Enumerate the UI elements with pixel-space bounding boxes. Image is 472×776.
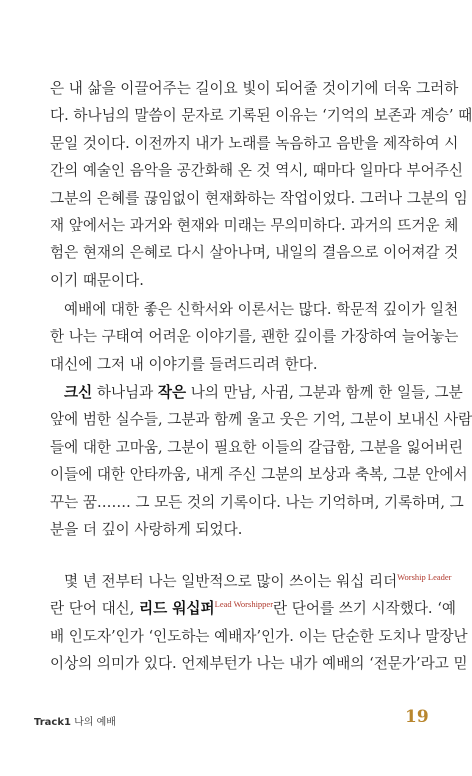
text-span: 나의 만남, 사귐, 그분과 함께 한 일들, 그분 [186,384,463,401]
bold-word: 작은 [157,384,187,401]
paragraph-2 [50,296,459,378]
text-line: 꾸는 꿈……. 그 모든 것의 기록이다. 나는 기억하며, 기록하며, 그 [50,493,464,511]
text-line: 문일 것이다. 이전까지 내가 노래를 녹음하고 음반을 제작하여 시 [50,134,459,152]
text-span: 몇 년 전부터 나는 일반적으로 많이 쓰이는 워십 리더 [64,573,398,590]
bold-word: 크신 [64,384,93,401]
english-gloss: Worship Leader [397,572,452,582]
text-line: 분을 더 깊이 사랑하게 되었다. [50,520,243,538]
text-line [50,568,452,595]
text-span: 란 단어를 쓰기 시작했다. ‘예 [273,600,456,618]
paragraph-4 [50,568,468,678]
text-span: 란 단어 대신, [50,600,140,618]
running-footer [34,713,116,728]
text-line: 배 인도자’인가 ‘인도하는 예배자’인가. 이는 단순한 도치나 말장난 [50,627,468,645]
text-line [50,595,456,622]
text-line: 이들에 대한 안타까움, 내게 주신 그분의 보상과 축복, 그분 안에서 [50,466,468,484]
text-line: 들에 대한 고마움, 그분이 필요한 이들의 갈급함, 그분을 잃어버린 [50,438,463,456]
text-line: 그분의 은혜를 끊임없이 현재화하는 작업이었다. 그러나 그분의 임 [50,189,468,207]
text-line: 은 내 삶을 이끌어주는 길이요 빛이 되어줄 것이기에 더욱 그러하 [50,80,459,97]
text-line [50,379,463,406]
text-line: 앞에 범한 실수들, 그분과 함께 울고 웃은 기억, 그분이 보내신 사람 [50,411,472,429]
section-title: 나의 예배 [74,717,116,728]
text-line: 이기 때문이다. [50,271,144,289]
paragraph-3 [50,379,472,543]
page-number: 19 [405,707,429,727]
text-line: 예배에 대한 좋은 신학서와 이론서는 많다. 학문적 깊이가 일천 [64,301,459,318]
track-label: Track1 [34,717,71,728]
text-line: 험은 현재의 은혜로 다시 살아나며, 내일의 결음으로 이어져갈 것 [50,244,459,262]
text-line: 이상의 의미가 있다. 언제부턴가 나는 내가 예배의 ‘전문가’라고 믿 [50,655,468,673]
text-line: 간의 예술인 음악을 공간화해 온 것 역시, 때마다 일마다 부어주신 [50,162,463,180]
text-line: 대신에 그저 내 이야기를 들려드리려 한다. [50,355,318,373]
text-line: 다. 하나님의 말씀이 문자로 기록된 이유는 ‘기억의 보존과 계승’ 때 [50,107,472,125]
text-span: 하나님과 [92,384,158,401]
bold-term: 리드 워십퍼 [139,600,215,618]
text-line: 재 앞에서는 과거와 현재와 미래는 무의미하다. 과거의 뜨거운 체 [50,216,459,234]
english-gloss: Lead Worshipper [214,599,274,610]
paragraph-1 [50,75,472,294]
text-line: 한 나는 구태여 어려운 이야기를, 괜한 깊이를 가장하여 늘어놓는 [50,328,459,346]
